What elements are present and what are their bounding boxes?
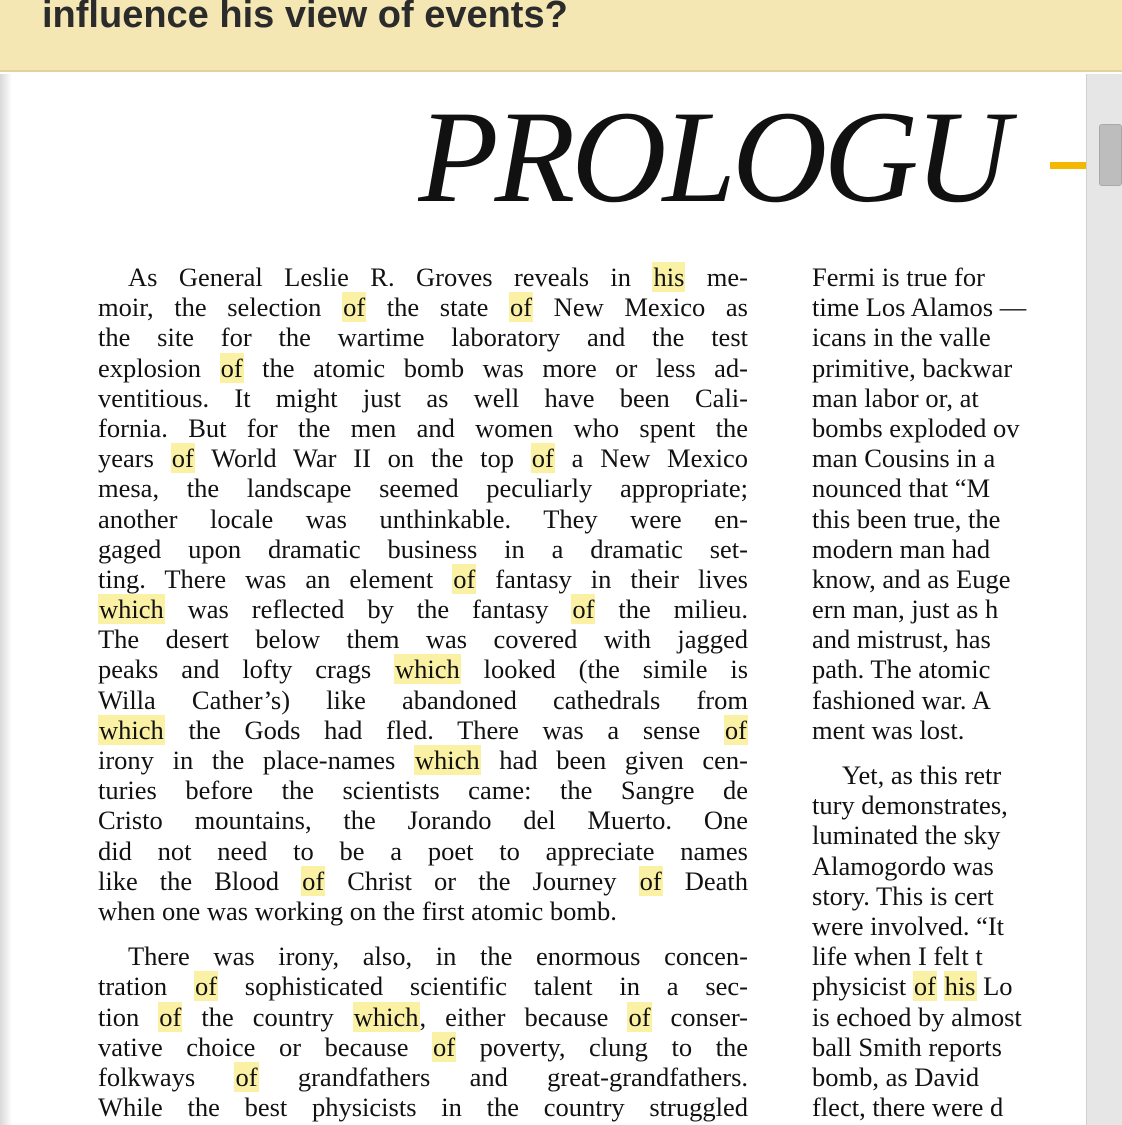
highlighted-word[interactable]: of — [159, 1001, 182, 1032]
text-span: There was irony, also, in the enormous concen- — [128, 941, 748, 972]
text-span: the state — [366, 292, 509, 323]
highlighted-word[interactable]: which — [99, 714, 164, 745]
text-line — [812, 911, 1052, 941]
text-line — [812, 790, 1052, 820]
highlighted-word[interactable]: his — [653, 262, 685, 292]
highlighted-word[interactable]: of — [235, 1061, 258, 1092]
text-line — [98, 866, 748, 896]
text-span: peaks and lofty crags — [98, 654, 395, 685]
text-span: Lo — [976, 971, 1013, 1002]
text-line — [812, 534, 1052, 564]
text-line — [98, 594, 748, 624]
text-line — [812, 971, 1052, 1001]
text-span: man Cousins in a — [812, 443, 996, 474]
text-line — [98, 654, 748, 684]
title-accent-dash — [1050, 162, 1086, 169]
right-text-column — [812, 262, 1052, 1122]
text-span: primitive, backwar — [812, 352, 1013, 383]
text-line — [98, 1092, 748, 1122]
text-line — [812, 820, 1052, 850]
text-line — [812, 413, 1052, 443]
text-line — [812, 685, 1052, 715]
text-span: vative choice or because — [98, 1031, 433, 1062]
text-span: World War II on the top — [194, 443, 531, 474]
text-span: me- — [685, 262, 748, 292]
text-line — [812, 443, 1052, 473]
highlighted-word[interactable]: which — [99, 594, 164, 625]
text-span: icans in the valle — [812, 322, 991, 353]
text-span: years — [98, 443, 171, 474]
text-line — [812, 322, 1052, 352]
text-line — [812, 353, 1052, 383]
text-span: ting. There was an element — [98, 563, 453, 594]
text-span: were involved. “It — [812, 910, 1005, 941]
text-line — [98, 1062, 748, 1092]
text-line — [812, 941, 1052, 971]
text-span: was reflected by the fantasy — [164, 594, 572, 625]
text-line — [98, 413, 748, 443]
paragraph-gap — [98, 926, 748, 941]
text-span: ball Smith reports — [812, 1031, 1002, 1062]
text-span: a New Mexico — [554, 443, 748, 474]
text-line — [98, 383, 748, 413]
text-line — [812, 504, 1052, 534]
text-span: fornia. But for the men and women who spent the — [98, 412, 748, 443]
text-span: story. This is cert — [812, 880, 994, 911]
text-span: , either because — [419, 1001, 628, 1032]
text-span: when one was working on the first atomic bomb. — [98, 895, 617, 926]
text-line — [98, 292, 748, 322]
text-span: and mistrust, has — [812, 624, 991, 655]
text-line — [812, 473, 1052, 503]
text-span: know, and as Euge — [812, 563, 1011, 594]
text-line — [98, 473, 748, 503]
text-span: did not need to be a poet to appreciate names — [98, 835, 748, 866]
text-span: Fermi is true for — [812, 262, 985, 292]
text-span: ventitious. It might just as well have been Cali- — [98, 382, 748, 413]
text-span: tion — [98, 1001, 159, 1032]
text-line — [98, 504, 748, 534]
text-span: modern man had — [812, 533, 991, 564]
text-span: While the best physicists in the country struggled — [98, 1092, 748, 1123]
text-line — [812, 564, 1052, 594]
text-line — [812, 292, 1052, 322]
highlighted-word[interactable]: which — [395, 654, 460, 685]
text-span: the country — [182, 1001, 353, 1032]
highlighted-word[interactable]: of — [171, 443, 194, 474]
text-span: the milieu. — [595, 594, 748, 625]
text-line — [98, 322, 748, 352]
text-span: fantasy in their lives — [476, 563, 748, 594]
text-line — [812, 760, 1052, 790]
text-line — [812, 1062, 1052, 1092]
text-span: the atomic bomb was more or less ad- — [243, 352, 748, 383]
highlighted-word[interactable]: of — [724, 714, 747, 745]
highlighted-word[interactable]: of — [220, 352, 243, 383]
text-span: sophisticated scientific talent in a sec- — [218, 971, 748, 1002]
text-span: grandfathers and great-grandfathers. — [258, 1061, 748, 1092]
paragraph-gap — [812, 745, 1052, 760]
text-span: The desert below them was covered with jagged — [98, 624, 748, 655]
text-span — [937, 971, 944, 1001]
text-line — [98, 534, 748, 564]
text-span: moir, the selection — [98, 292, 343, 323]
text-line — [98, 805, 748, 835]
text-span: the site for the wartime laboratory and the test — [98, 322, 748, 353]
highlighted-word[interactable]: of — [531, 443, 554, 474]
highlighted-word[interactable]: of — [302, 865, 325, 896]
text-line — [812, 881, 1052, 911]
text-line — [98, 564, 748, 594]
text-line — [98, 262, 748, 292]
text-span: had been given cen- — [480, 745, 748, 775]
text-line — [98, 1032, 748, 1062]
text-span: mesa, the landscape seemed peculiarly appropriate; — [98, 473, 748, 504]
highlighted-word[interactable]: which — [353, 1001, 419, 1032]
text-span: fashioned war. A — [812, 684, 991, 715]
text-span: ern man, just as h — [812, 594, 999, 625]
text-span: New Mexico as — [533, 292, 748, 323]
text-line — [812, 1092, 1052, 1122]
question-banner — [0, 0, 1122, 72]
text-span: bombs exploded ov — [812, 412, 1020, 443]
chapter-title: PROLOGU — [418, 87, 1006, 227]
text-span: Christ or the Journey — [325, 865, 639, 896]
text-span: nounced that “M — [812, 473, 991, 504]
highlighted-word[interactable]: of — [433, 1031, 456, 1062]
text-span: like the Blood — [98, 865, 302, 896]
text-line — [812, 715, 1052, 745]
text-span: Death — [662, 865, 748, 896]
scrollbar-thumb[interactable] — [1099, 124, 1122, 186]
highlighted-word[interactable]: of — [453, 563, 476, 594]
text-span: poverty, clung to the — [456, 1031, 748, 1062]
text-span: is echoed by almost — [812, 1001, 1022, 1032]
text-line — [812, 594, 1052, 624]
vertical-scrollbar[interactable] — [1086, 74, 1122, 1125]
text-line — [98, 836, 748, 866]
text-line — [812, 624, 1052, 654]
highlighted-word[interactable]: of — [194, 971, 218, 1002]
text-line — [98, 896, 748, 926]
text-line — [98, 971, 748, 1001]
text-span: gaged upon dramatic business in a dramatic set- — [98, 533, 748, 564]
text-line — [812, 654, 1052, 684]
text-span: tury demonstrates, — [812, 790, 1008, 821]
text-span: man labor or, at — [812, 382, 979, 413]
text-line — [812, 1002, 1052, 1032]
text-span: this been true, the — [812, 503, 1001, 534]
text-line — [812, 1032, 1052, 1062]
text-line — [98, 353, 748, 383]
text-span: Alamogordo was — [812, 850, 994, 881]
text-span: irony in the place-names — [98, 745, 414, 775]
text-line — [98, 624, 748, 654]
text-span: flect, there were d — [812, 1092, 1004, 1123]
text-span: looked (the simile is — [460, 654, 748, 685]
highlighted-word[interactable]: of — [639, 865, 662, 896]
text-span: As General Leslie R. Groves reveals in — [128, 262, 653, 292]
text-span: the Gods had fled. There was a sense — [164, 714, 724, 745]
text-span: tration — [98, 971, 194, 1002]
left-text-column — [98, 262, 748, 1122]
text-span: luminated the sky — [812, 820, 1001, 851]
highlighted-word[interactable]: his — [944, 971, 976, 1002]
text-span: path. The atomic — [812, 654, 991, 685]
highlighted-word[interactable]: of — [509, 292, 533, 323]
text-span: Willa Cather’s) like abandoned cathedrals from — [98, 684, 748, 715]
text-span: bomb, as David — [812, 1061, 980, 1092]
text-span: turies before the scientists came: the Sangre de — [98, 775, 748, 806]
text-line — [98, 745, 748, 775]
text-line — [98, 715, 748, 745]
text-line — [98, 775, 748, 805]
text-span: explosion — [98, 352, 220, 383]
text-line — [98, 443, 748, 473]
text-line — [812, 383, 1052, 413]
highlighted-word[interactable]: which — [414, 745, 480, 775]
text-line — [812, 851, 1052, 881]
highlighted-word[interactable]: of — [572, 594, 595, 625]
text-line — [98, 685, 748, 715]
text-span: ment was lost. — [812, 714, 965, 745]
text-span: physicist — [812, 971, 913, 1002]
text-span: life when I felt t — [812, 941, 983, 972]
text-span: time Los Alamos — — [812, 292, 1027, 323]
highlighted-word[interactable]: of — [628, 1001, 651, 1032]
page-edge-shadow — [0, 74, 12, 1125]
text-line — [98, 941, 748, 971]
text-span: Yet, as this retr — [842, 760, 1002, 790]
highlighted-word[interactable]: of — [913, 971, 936, 1002]
text-span: Cristo mountains, the Jorando del Muerto. One — [98, 805, 748, 836]
text-span: folkways — [98, 1061, 235, 1092]
highlighted-word[interactable]: of — [343, 292, 366, 323]
text-line — [98, 1002, 748, 1032]
text-line — [812, 262, 1052, 292]
text-span: conser- — [651, 1001, 748, 1032]
text-span: another locale was unthinkable. They were en- — [98, 503, 748, 534]
question-text: influence his view of events? — [42, 0, 568, 36]
